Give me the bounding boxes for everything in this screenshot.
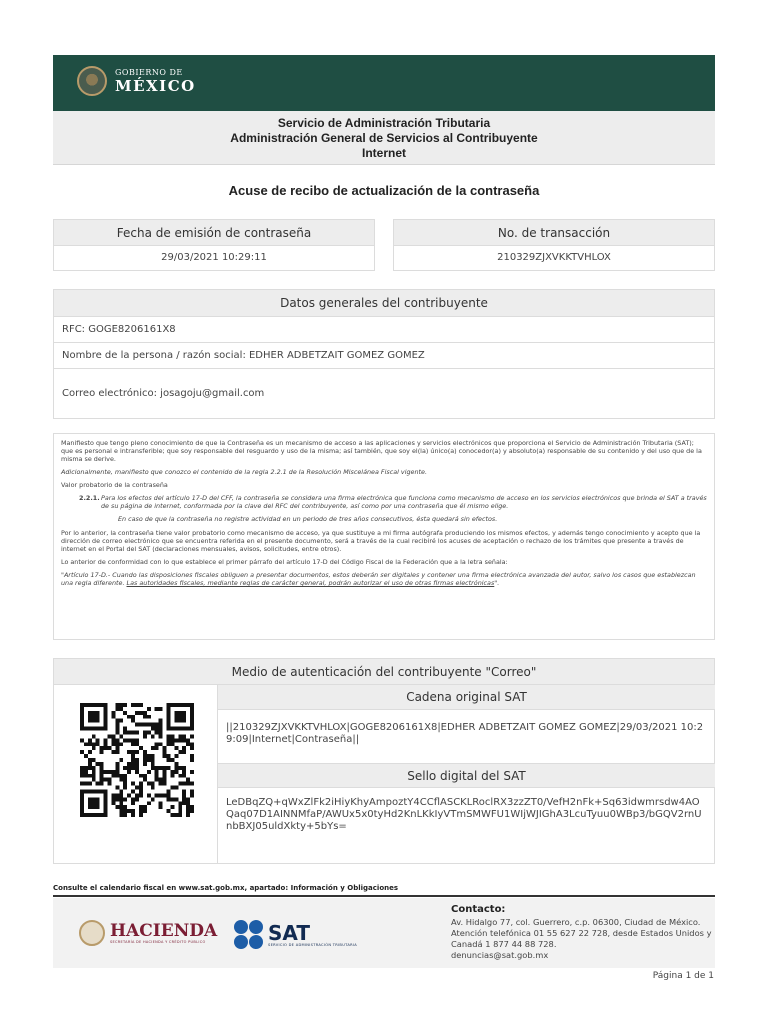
contact-address: Av. Hidalgo 77, col. Guerrero, c.p. 06300, Ciudad de México. — [451, 917, 701, 927]
transaction-value: 210329ZJXVKKTVHLOX — [497, 252, 611, 263]
legal-quote-underlined: Las autoridades fiscales, mediante reglas de carácter general, podrán autorizar el uso de otras firmas electrónicas — [126, 579, 495, 587]
legal-p4: Por lo anterior, la contraseña tiene valor probatorio como mecanismo de acceso, ya que sustituye a mi firma autógrafa produciendo los mismos efectos, y además tengo conocimiento y acepto que la dirección de correo electrónico que se encuentra referida en el presente documento, será a través de la cual recibiré los acuses de aceptación o rechazo de los trámites que presente a través de internet en el Portal del SAT (declaraciones mensuales, avisos, solicitudes, entre otros). — [61, 529, 701, 553]
footer-band — [53, 898, 715, 968]
hacienda-name: HACIENDA — [110, 921, 218, 941]
contact-title: Contacto: — [451, 904, 506, 915]
auth-heading: Medio de autenticación del contribuyente "Correo" — [54, 659, 714, 685]
qr-code-icon — [80, 703, 194, 817]
contact-block — [451, 904, 713, 961]
logo-big-text: MÉXICO — [115, 76, 196, 95]
hacienda-subtitle: SECRETARÍA DE HACIENDA Y CRÉDITO PÚBLICO — [110, 940, 206, 944]
legal-quote-c: ". — [494, 579, 500, 587]
contact-phone: Atención telefónica 01 55 627 22 728, desde Estados Unidos y Canadá 1 877 44 88 728. — [451, 928, 712, 949]
gobierno-header — [53, 55, 715, 111]
emission-date-label: Fecha de emisión de contraseña — [54, 220, 374, 246]
legal-p1: Manifiesto que tengo pleno conocimiento de que la Contraseña es un mecanismo de acceso a las aplicaciones y servicios electrónicos que proporciona el Servicio de Administración Tributaria (SAT); que es personal e intransferible; que soy responsable del resguardo y uso de la misma; así también, que soy el(la) único(a) conocedor(a) y absoluto(a) responsable de su contenido y del uso que de la misma se derive. — [61, 439, 702, 463]
email-row: Correo electrónico: josagoju@gmail.com — [62, 388, 265, 399]
rule-text-2: En caso de que la contraseña no registre actividad en un periodo de tres años consecutivos, ésta quedará sin efectos. — [118, 515, 498, 523]
legal-p2: Adicionalmente, manifiesto que conozco el contenido de la regla 2.2.1 de la Resolución Miscelánea Fiscal vigente. — [61, 468, 427, 476]
page-number: Página 1 de 1 — [652, 971, 714, 981]
calendar-note: Consulte el calendario fiscal en www.sat.gob.mx, apartado: Información y Obligaciones — [53, 884, 715, 897]
org-line-1: Servicio de Administración Tributaria — [277, 116, 491, 130]
organization-band — [53, 111, 715, 165]
transaction-box — [393, 219, 715, 271]
sello-value: LeDBqZQ+qWxZlFk2iHiyKhyAmpoztY4CCflASCKLRoclRX3zzZT0/VefH2nFk+Sq63idwmrsdw4AOQaq07D1AINNMfaP/AWUx5x0tyHd2KnLKkIyVTmSMWFU1WIjWJIGhA3LcuTyuu0WBp3/bGQV2rnUnbBXJ05uldXkty+5bYs= — [226, 797, 702, 832]
rule-item — [61, 494, 707, 510]
sello-label: Sello digital del SAT — [218, 763, 715, 788]
sat-name: SAT — [268, 921, 310, 945]
taxpayer-heading: Datos generales del contribuyente — [54, 290, 714, 317]
taxpayer-data-box — [53, 289, 715, 419]
sat-dots-icon — [234, 920, 264, 950]
rule-text: Para los efectos del artículo 17-D del CFF, la contraseña se considera una firma electrónica que funciona como mecanismo de acceso en los servicios electrónicos que brinda el SAT a través de su página de internet, conformada por la clave del RFC del contribuyente, así como por una contraseña que él mismo elige. — [101, 494, 707, 510]
legal-p5: Lo anterior de conformidad con lo que establece el primer párrafo del artículo 17-D del Código Fiscal de la Federación que a la letra señala: — [61, 558, 508, 566]
rfc-row: RFC: GOGE8206161X8 — [54, 317, 714, 343]
legal-p3: Valor probatorio de la contraseña — [61, 481, 168, 489]
qr-cell — [54, 685, 218, 864]
emission-date-value: 29/03/2021 10:29:11 — [161, 252, 267, 263]
emission-date-box — [53, 219, 375, 271]
coat-of-arms-icon — [77, 66, 107, 96]
sat-logo — [234, 920, 357, 950]
hacienda-seal-icon — [79, 920, 105, 946]
logo-small-text: GOBIERNO DE — [115, 67, 183, 77]
sat-subtitle: SERVICIO DE ADMINISTRACIÓN TRIBUTARIA — [268, 943, 358, 947]
legal-quote-a: "Artículo 17-D.- Cuando las disposiciones fiscales obliguen a presentar documentos, estos deberán ser digitales y contener una firma electrónica avanzada del autor, salvo los casos que establezcan una regla diferente. — [61, 571, 696, 587]
org-line-2: Administración General de Servicios al Contribuyente — [230, 131, 538, 145]
org-line-3: Internet — [361, 146, 406, 160]
legal-statement — [53, 433, 715, 640]
name-row: Nombre de la persona / razón social: EDHER ADBETZAIT GOMEZ GOMEZ — [54, 343, 714, 369]
authentication-box — [53, 658, 715, 864]
legal-quote — [61, 571, 707, 587]
gobierno-logo — [77, 66, 196, 96]
hacienda-logo — [79, 920, 217, 946]
cadena-value: ||210329ZJXVKKTVHLOX|GOGE8206161X8|EDHER ADBETZAIT GOMEZ GOMEZ|29/03/2021 10:29:09|Internet|Contraseña|| — [226, 722, 704, 745]
cadena-label: Cadena original SAT — [218, 685, 715, 710]
transaction-label: No. de transacción — [394, 220, 714, 246]
contact-email: denuncias@sat.gob.mx — [451, 950, 549, 960]
rule-number: 2.2.1. — [79, 494, 100, 502]
document-title: Acuse de recibo de actualización de la contraseña — [228, 183, 540, 198]
